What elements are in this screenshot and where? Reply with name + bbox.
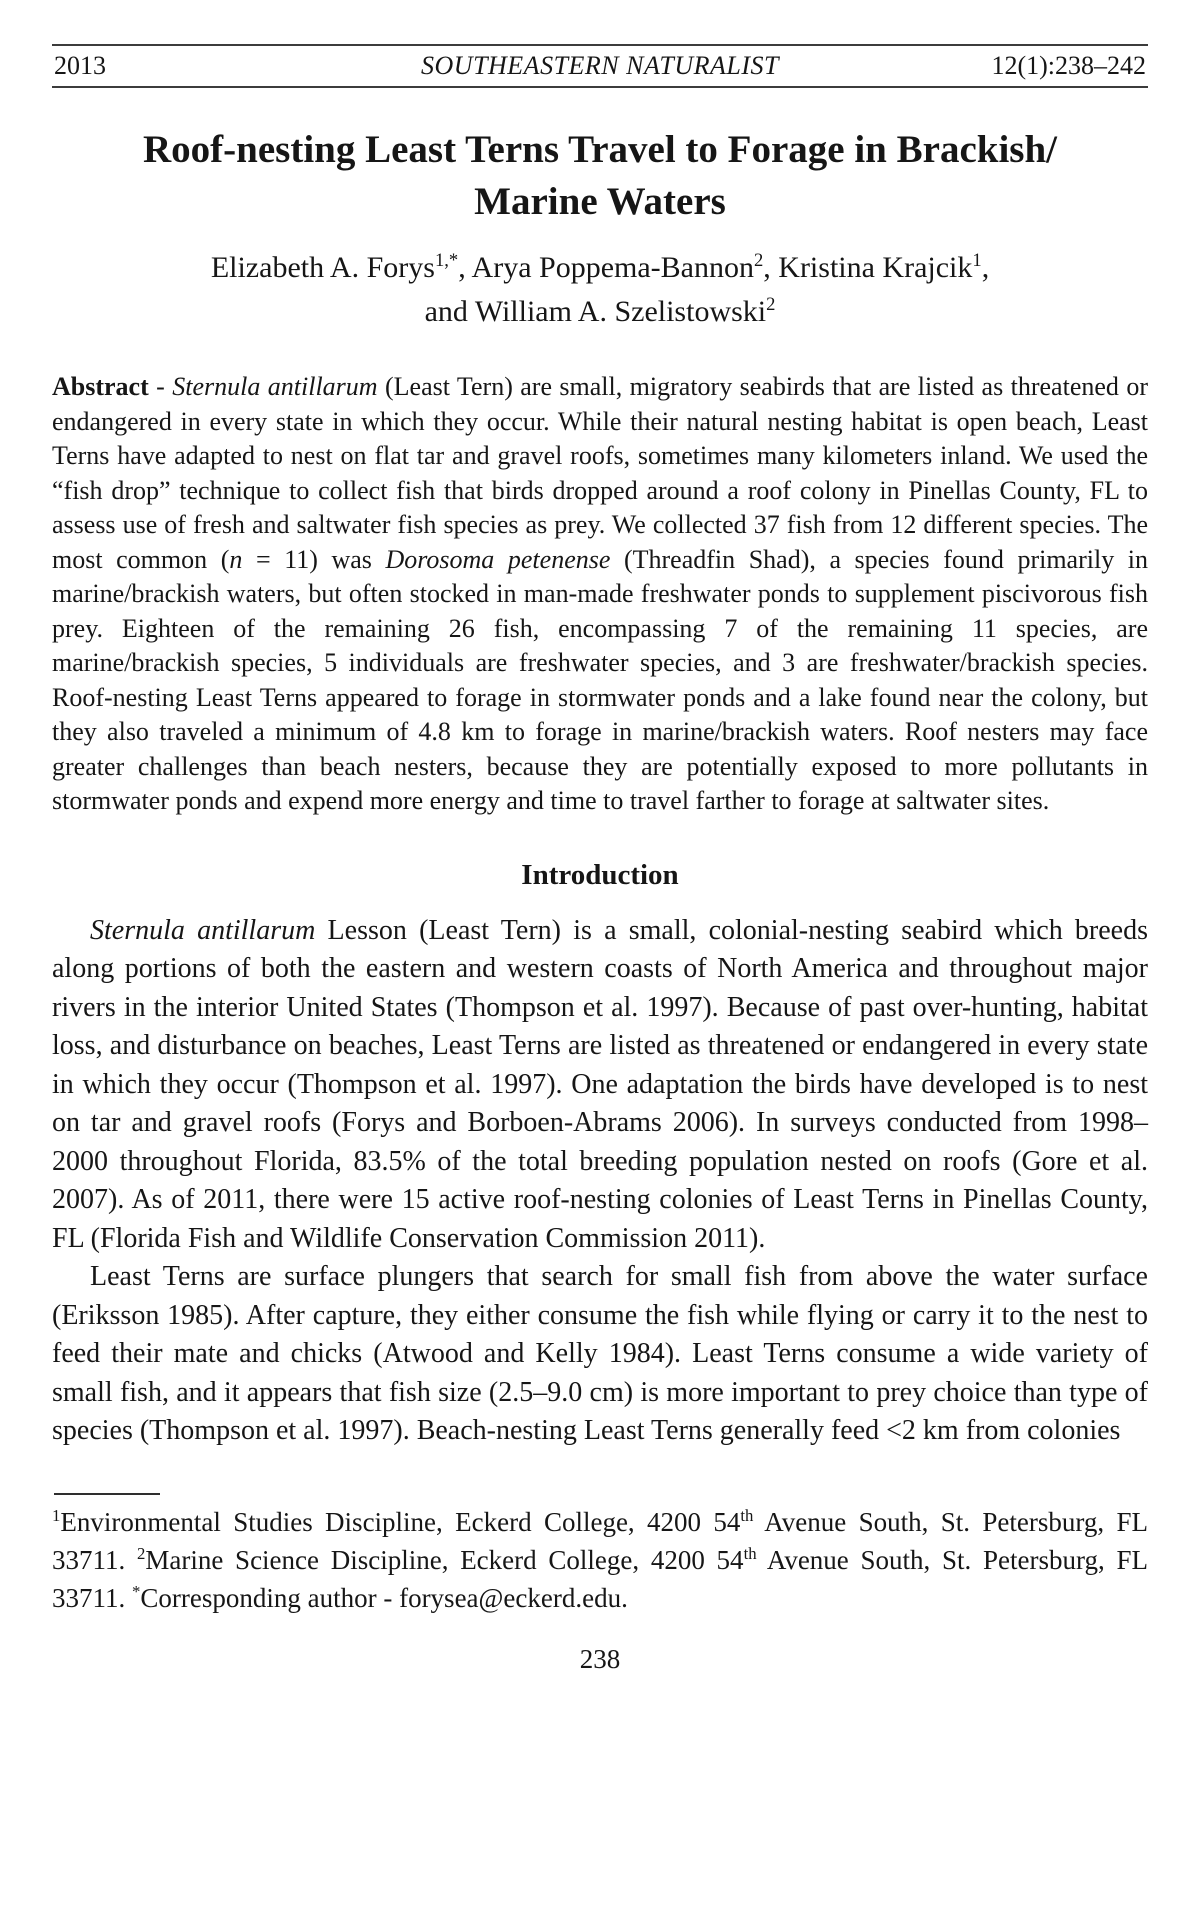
author-line-1: Elizabeth A. Forys$^{1,*}$, Arya Poppema-Bannon$^2$, Kristina Krajcik$^1$, <box>210 250 990 284</box>
journal-header <box>52 44 1148 88</box>
paper-title <box>52 124 1148 228</box>
journal-name: SOUTHEASTERN NATURALIST <box>421 51 779 80</box>
footnote-affiliations: $^1$Environmental Studies Discipline, Eckerd College, 4200 54th Avenue South, St. Petersburg, FL 33711. $^2$Marine Science Discipline, Eckerd College, 4200 54th Avenue South, St. Petersburg, FL 33711. *Corresponding author - forysea@eckerd.edu. <box>52 1505 1148 1613</box>
journal-citation: 12(1):238–242 <box>991 51 1146 80</box>
paper-title-line-2: Marine Waters <box>474 180 726 223</box>
page-number: 238 <box>579 1643 621 1674</box>
journal-year: 2013 <box>54 51 106 80</box>
section-heading-introduction: Introduction <box>521 858 679 891</box>
intro-paragraph-2: Least Terns are surface plungers that search for small fish from above the water surface (Eriksson 1985). After capture, they either consume the fish while flying or carry it to the nest to feed their mate and chicks (Atwood and Kelly 1984). Least Terns consume a wide variety of small fish, and it appears that fish size (2.5–9.0 cm) is more important to prey choice than type of species (Thompson et al. 1997). Beach-nesting Least Terns generally feed <2 km from colonies <box>52 1261 1148 1446</box>
author-line-2: and William A. Szelistowski$^2$ <box>424 294 776 328</box>
article-page <box>0 44 1200 1675</box>
author-list <box>52 246 1148 334</box>
footnote-separator-rule <box>54 1493 160 1495</box>
abstract: Abstract - Sternula antillarum (Least Tern) are small, migratory seabirds that are listed as threatened or endangered in every state in which they occur. While their natural nesting habitat is open beach, Least Terns have adapted to nest on flat tar and gravel roofs, sometimes many kilometers inland. We used the “fish drop” technique to collect fish that birds dropped around a roof colony in Pinellas County, FL to assess use of fresh and saltwater fish species as prey. We collected 37 fish from 12 different species. The most common (n = 11) was Dorosoma petenense (Threadfin Shad), a species found primarily in marine/brackish waters, but often stocked in man-made freshwater ponds to supplement piscivorous fish prey. Eighteen of the remaining 26 fish, encompassing 7 of the remaining 11 species, are marine/brackish species, 5 individuals are freshwater species, and 3 are freshwater/brackish species. Roof-nesting Least Terns appeared to forage in stormwater ponds and a lake found near the colony, but they also traveled a minimum of 4.8 km to forage in marine/brackish waters. Roof nesters may face greater challenges than beach nesters, because they are potentially exposed to more pollutants in stormwater ponds and expend more energy and time to travel farther to forage at saltwater sites. <box>52 372 1149 815</box>
paper-title-line-1: Roof-nesting Least Terns Travel to Forage in Brackish/ <box>143 128 1057 171</box>
intro-paragraph-1: Sternula antillarum Lesson (Least Tern) is a small, colonial-nesting seabird which breeds along portions of both the eastern and western coasts of North America and throughout major rivers in the interior United States (Thompson et al. 1997). Because of past over-hunting, habitat loss, and disturbance on beaches, Least Terns are listed as threatened or endangered in every state in which they occur (Thompson et al. 1997). One adaptation the birds have developed is to nest on tar and gravel roofs (Forys and Borboen-Abrams 2006). In surveys conducted from 1998–2000 throughout Florida, 83.5% of the total breeding population nested on roofs (Gore et al. 2007). As of 2011, there were 15 active roof-nesting colonies of Least Terns in Pinellas County, FL (Florida Fish and Wildlife Conservation Commission 2011). <box>52 914 1149 1254</box>
